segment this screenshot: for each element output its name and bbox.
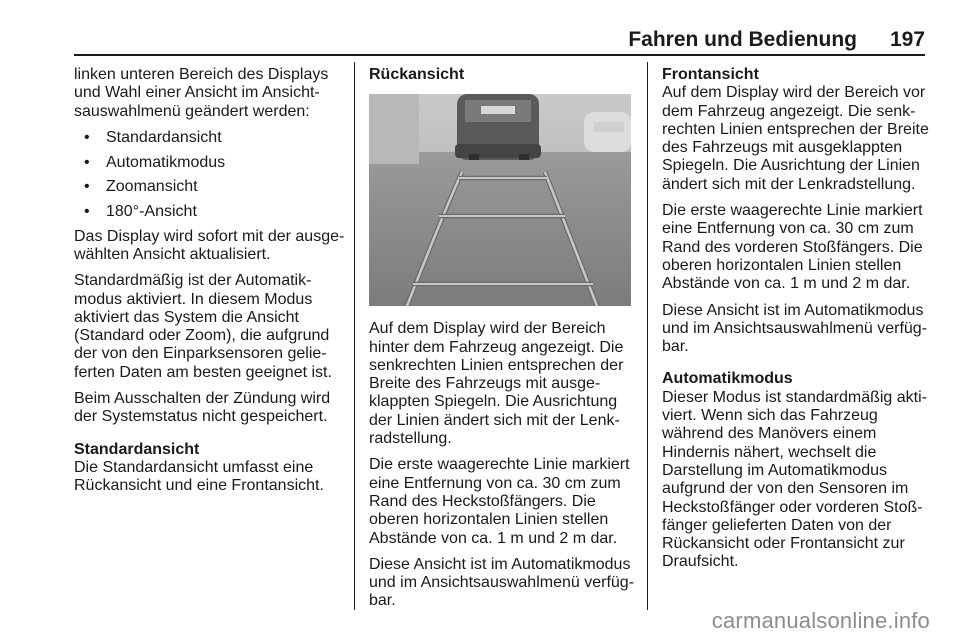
rear-availability-paragraph: [369, 556, 637, 611]
page-number: 197: [889, 28, 925, 51]
text-line: Abstände von ca. 1 m und 2 m dar.: [369, 529, 618, 547]
text-line: klappten Spiegeln. Die Ausrichtung: [369, 393, 618, 411]
header-rule: [74, 54, 925, 56]
text-line: (Standard oder Zoom), die aufgrund: [74, 327, 330, 345]
rear-view-heading: Rückansicht: [369, 66, 465, 83]
front-availability-paragraph: [662, 302, 932, 357]
text-line: Rand des vorderen Stoßfängers. Die: [662, 238, 923, 256]
text-line: bar.: [369, 592, 396, 610]
text-line: des Fahrzeugs mit ausgeklappten: [662, 139, 903, 157]
text-line: Die erste waagerechte Linie markiert: [662, 202, 923, 220]
text-line: senkrechten Linien entsprechen der: [369, 356, 624, 374]
rear-camera-image: [369, 94, 631, 306]
text-line: aktiviert das System die Ansicht: [74, 308, 299, 326]
text-line: eine Entfernung von ca. 30 cm zum: [662, 220, 914, 238]
chapter-title: Fahren und Bedienung: [628, 28, 857, 51]
text-line: Breite des Fahrzeugs mit ausge-: [369, 375, 601, 393]
text-line: Rückansicht und eine Frontansicht.: [74, 477, 324, 495]
text-line: Heckstoßfänger oder vorderen Stoß-: [662, 498, 923, 516]
text-line: Standardmäßig ist der Automatik-: [74, 272, 312, 290]
text-line: Diese Ansicht ist im Automatikmodus: [369, 555, 631, 573]
text-line: radstellung.: [369, 430, 452, 448]
text-line: der Linien ändert sich mit der Lenk-: [369, 411, 620, 429]
text-line: eine Entfernung von ca. 30 cm zum: [369, 474, 621, 492]
text-line: bar.: [662, 338, 689, 356]
watermark[interactable]: carmanualsonline.info: [711, 608, 930, 633]
text-line: Beim Ausschalten der Zündung wird: [74, 390, 331, 408]
text-line: Die Standardansicht umfasst eine: [74, 458, 314, 476]
text-line: linken unteren Bereich des Displays: [74, 66, 329, 83]
rear-distance-paragraph: [369, 456, 637, 547]
auto-mode-heading: Automatikmodus: [662, 370, 793, 388]
column-divider-right: [647, 62, 648, 610]
text-line: Rand des Heckstoßfängers. Die: [369, 492, 596, 510]
text-line: Auf dem Display wird der Bereich: [369, 320, 606, 338]
page-header: [74, 24, 925, 56]
text-line: Abstände von ca. 1 m und 2 m dar.: [662, 275, 911, 293]
standard-view-paragraph: [74, 459, 346, 496]
text-line: Die erste waagerechte Linie markiert: [369, 456, 630, 474]
standard-view-heading: Standardansicht: [74, 440, 200, 458]
text-line: ändert sich mit der Lenkradstellung.: [662, 175, 916, 193]
text-line: wählten Ansicht aktualisiert.: [74, 245, 271, 263]
text-line: dem Fahrzeug angezeigt. Die senk-: [662, 102, 916, 120]
text-line: Diese Ansicht ist im Automatikmodus: [662, 301, 924, 319]
text-line: Darstellung im Automatikmodus: [662, 461, 887, 479]
list-item: • 180°-Ansicht: [74, 203, 346, 221]
text-line: der von den Einparksensoren gelie-: [74, 345, 327, 363]
text-line: Rückansicht oder Frontansicht zur: [662, 535, 905, 553]
auto-mode-paragraph: [662, 389, 932, 572]
front-view-paragraph: [662, 84, 932, 194]
view-options-list: [74, 129, 346, 221]
text-line: Spiegeln. Die Ausrichtung der Linien: [662, 157, 920, 175]
text-line: und Wahl einer Ansicht im Ansicht-: [74, 84, 320, 102]
text-line: sauswahlmenü geändert werden:: [74, 102, 310, 120]
text-line: Draufsicht.: [662, 553, 739, 571]
text-line: der Systemstatus nicht gespeichert.: [74, 408, 328, 426]
text-line: oberen horizontalen Linien stellen: [662, 256, 902, 274]
text-line: Auf dem Display wird der Bereich vor: [662, 84, 926, 102]
rear-view-paragraph: [369, 320, 637, 448]
text-line: und im Ansichtsauswahlmenü verfüg-: [369, 574, 635, 592]
left-column: [74, 66, 346, 504]
text-line: rechten Linien entsprechen der Breite: [662, 120, 929, 138]
text-line: hinter dem Fahrzeug angezeigt. Die: [369, 338, 624, 356]
list-item: • Standardansicht: [74, 129, 346, 147]
front-distance-paragraph: [662, 202, 932, 293]
text-line: modus aktiviert. In diesem Modus: [74, 290, 313, 308]
text-line: viert. Wenn sich das Fahrzeug: [662, 407, 878, 425]
text-line: Hindernis nähert, wechselt die: [662, 443, 877, 461]
text-line: und im Ansichtsauswahlmenü verfüg-: [662, 319, 928, 337]
text-line: oberen horizontalen Linien stellen: [369, 511, 609, 529]
text-line: aufgrund der von den Sensoren im: [662, 480, 909, 498]
right-column: [662, 66, 932, 580]
front-view-heading: Frontansicht: [662, 66, 759, 83]
list-item: • Zoomansicht: [74, 178, 346, 196]
text-line: Das Display wird sofort mit der ausge-: [74, 227, 345, 245]
text-line: während des Manövers einem: [662, 425, 877, 443]
text-line: ferten Daten am besten geeignet ist.: [74, 363, 332, 381]
intro-paragraph: [74, 66, 346, 121]
ignition-paragraph: [74, 390, 346, 427]
list-item: • Automatikmodus: [74, 154, 346, 172]
column-divider-left: [354, 62, 355, 610]
text-line: fänger gelieferten Daten von der: [662, 516, 892, 534]
text-line: Dieser Modus ist standardmäßig akti-: [662, 388, 927, 406]
auto-mode-paragraph: [74, 272, 346, 382]
display-update-paragraph: [74, 228, 346, 265]
middle-column: [369, 66, 637, 619]
